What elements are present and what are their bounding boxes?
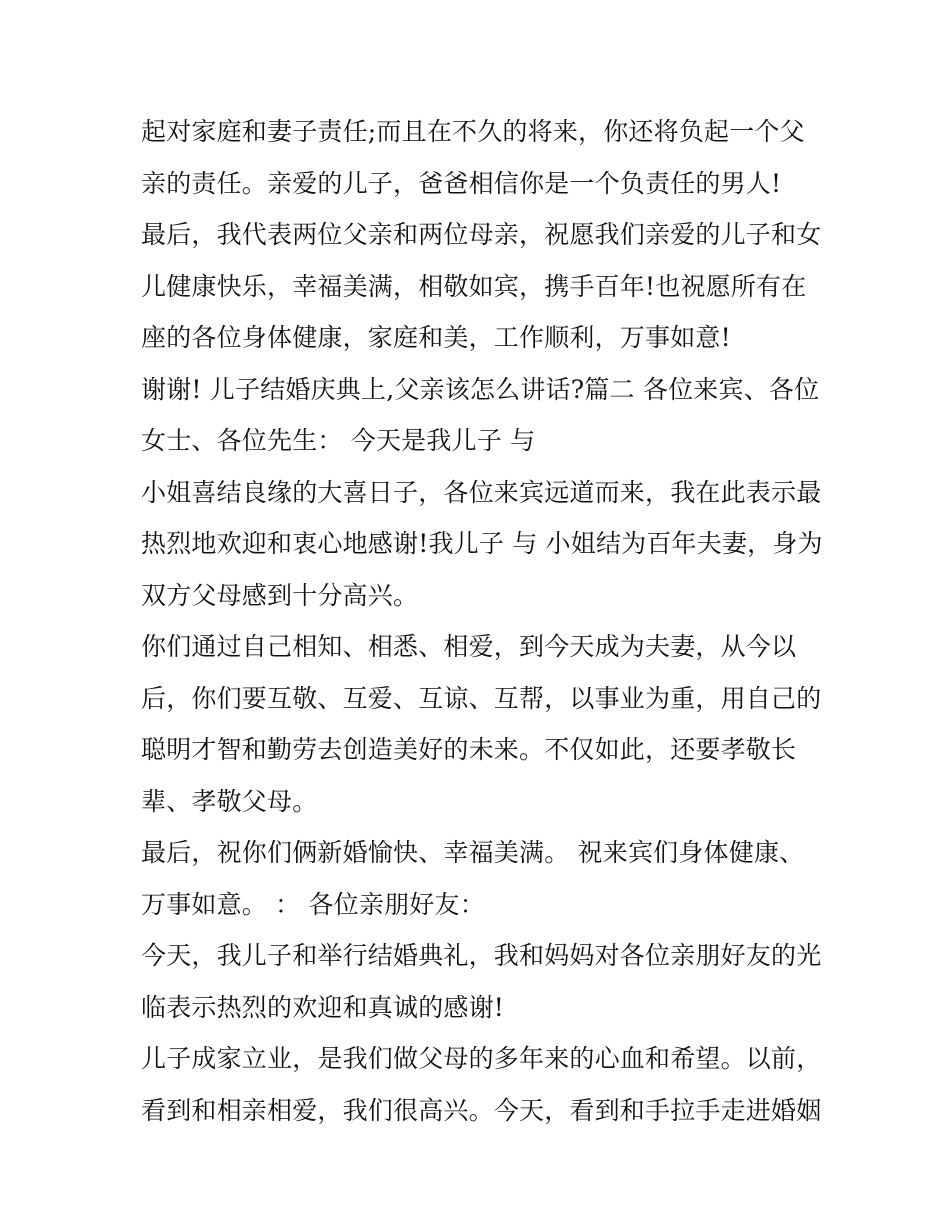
text-line: 座的各位身体健康，家庭和美，工作顺利，万事如意! [141, 323, 731, 352]
text-line: 起对家庭和妻子责任;而且在不久的将来，你还将负起一个父 [141, 117, 805, 146]
text-line: 看到和相亲相爱，我们很高兴。今天，看到和手拉手走进婚姻 [141, 1095, 822, 1125]
text-line: 热烈地欢迎和衷心地感谢!我儿子 与 小姐结为百年夫妻，身为 [141, 529, 823, 558]
text-line: 谢谢! 儿子结婚庆典上,父亲该怎么讲话?篇二 各位来宾、各位 [141, 374, 820, 404]
text-line: 临表示热烈的欢迎和真诚的感谢! [141, 992, 505, 1022]
text-line: 今天，我儿子和举行结婚典礼，我和妈妈对各位亲朋好友的光 [141, 941, 822, 970]
text-line: 万事如意。 ： 各位亲朋好友： [141, 889, 485, 919]
text-line: 亲的责任。亲爱的儿子，爸爸相信你是一个负责任的男人! [141, 168, 782, 198]
text-line: 儿子成家立业，是我们做父母的多年来的心血和希望。以前， [141, 1044, 822, 1073]
text-line: 女士、各位先生： 今天是我儿子 与 [141, 426, 536, 455]
text-line: 辈、孝敬父母。 [141, 786, 318, 816]
text-line: 后，你们要互敬、互爱、互谅、互帮，以事业为重，用自己的 [141, 683, 822, 713]
body-text [141, 106, 831, 1136]
text-line: 双方父母感到十分高兴。 [141, 580, 419, 610]
text-line: 你们通过自己相知、相悉、相爱，到今天成为夫妻，从今以 [141, 632, 797, 661]
text-line: 小姐喜结良缘的大喜日子，各位来宾远道而来，我在此表示最 [141, 477, 822, 507]
text-line: 最后，祝你们俩新婚愉快、幸福美满。 祝来宾们身体健康、 [141, 838, 805, 867]
text-line: 聪明才智和勤劳去创造美好的未来。不仅如此，还要孝敬长 [141, 735, 797, 764]
text-line: 儿健康快乐，幸福美满，相敬如宾，携手百年!也祝愿所有在 [141, 271, 807, 301]
text-line: 最后，我代表两位父亲和两位母亲，祝愿我们亲爱的儿子和女 [141, 220, 822, 249]
